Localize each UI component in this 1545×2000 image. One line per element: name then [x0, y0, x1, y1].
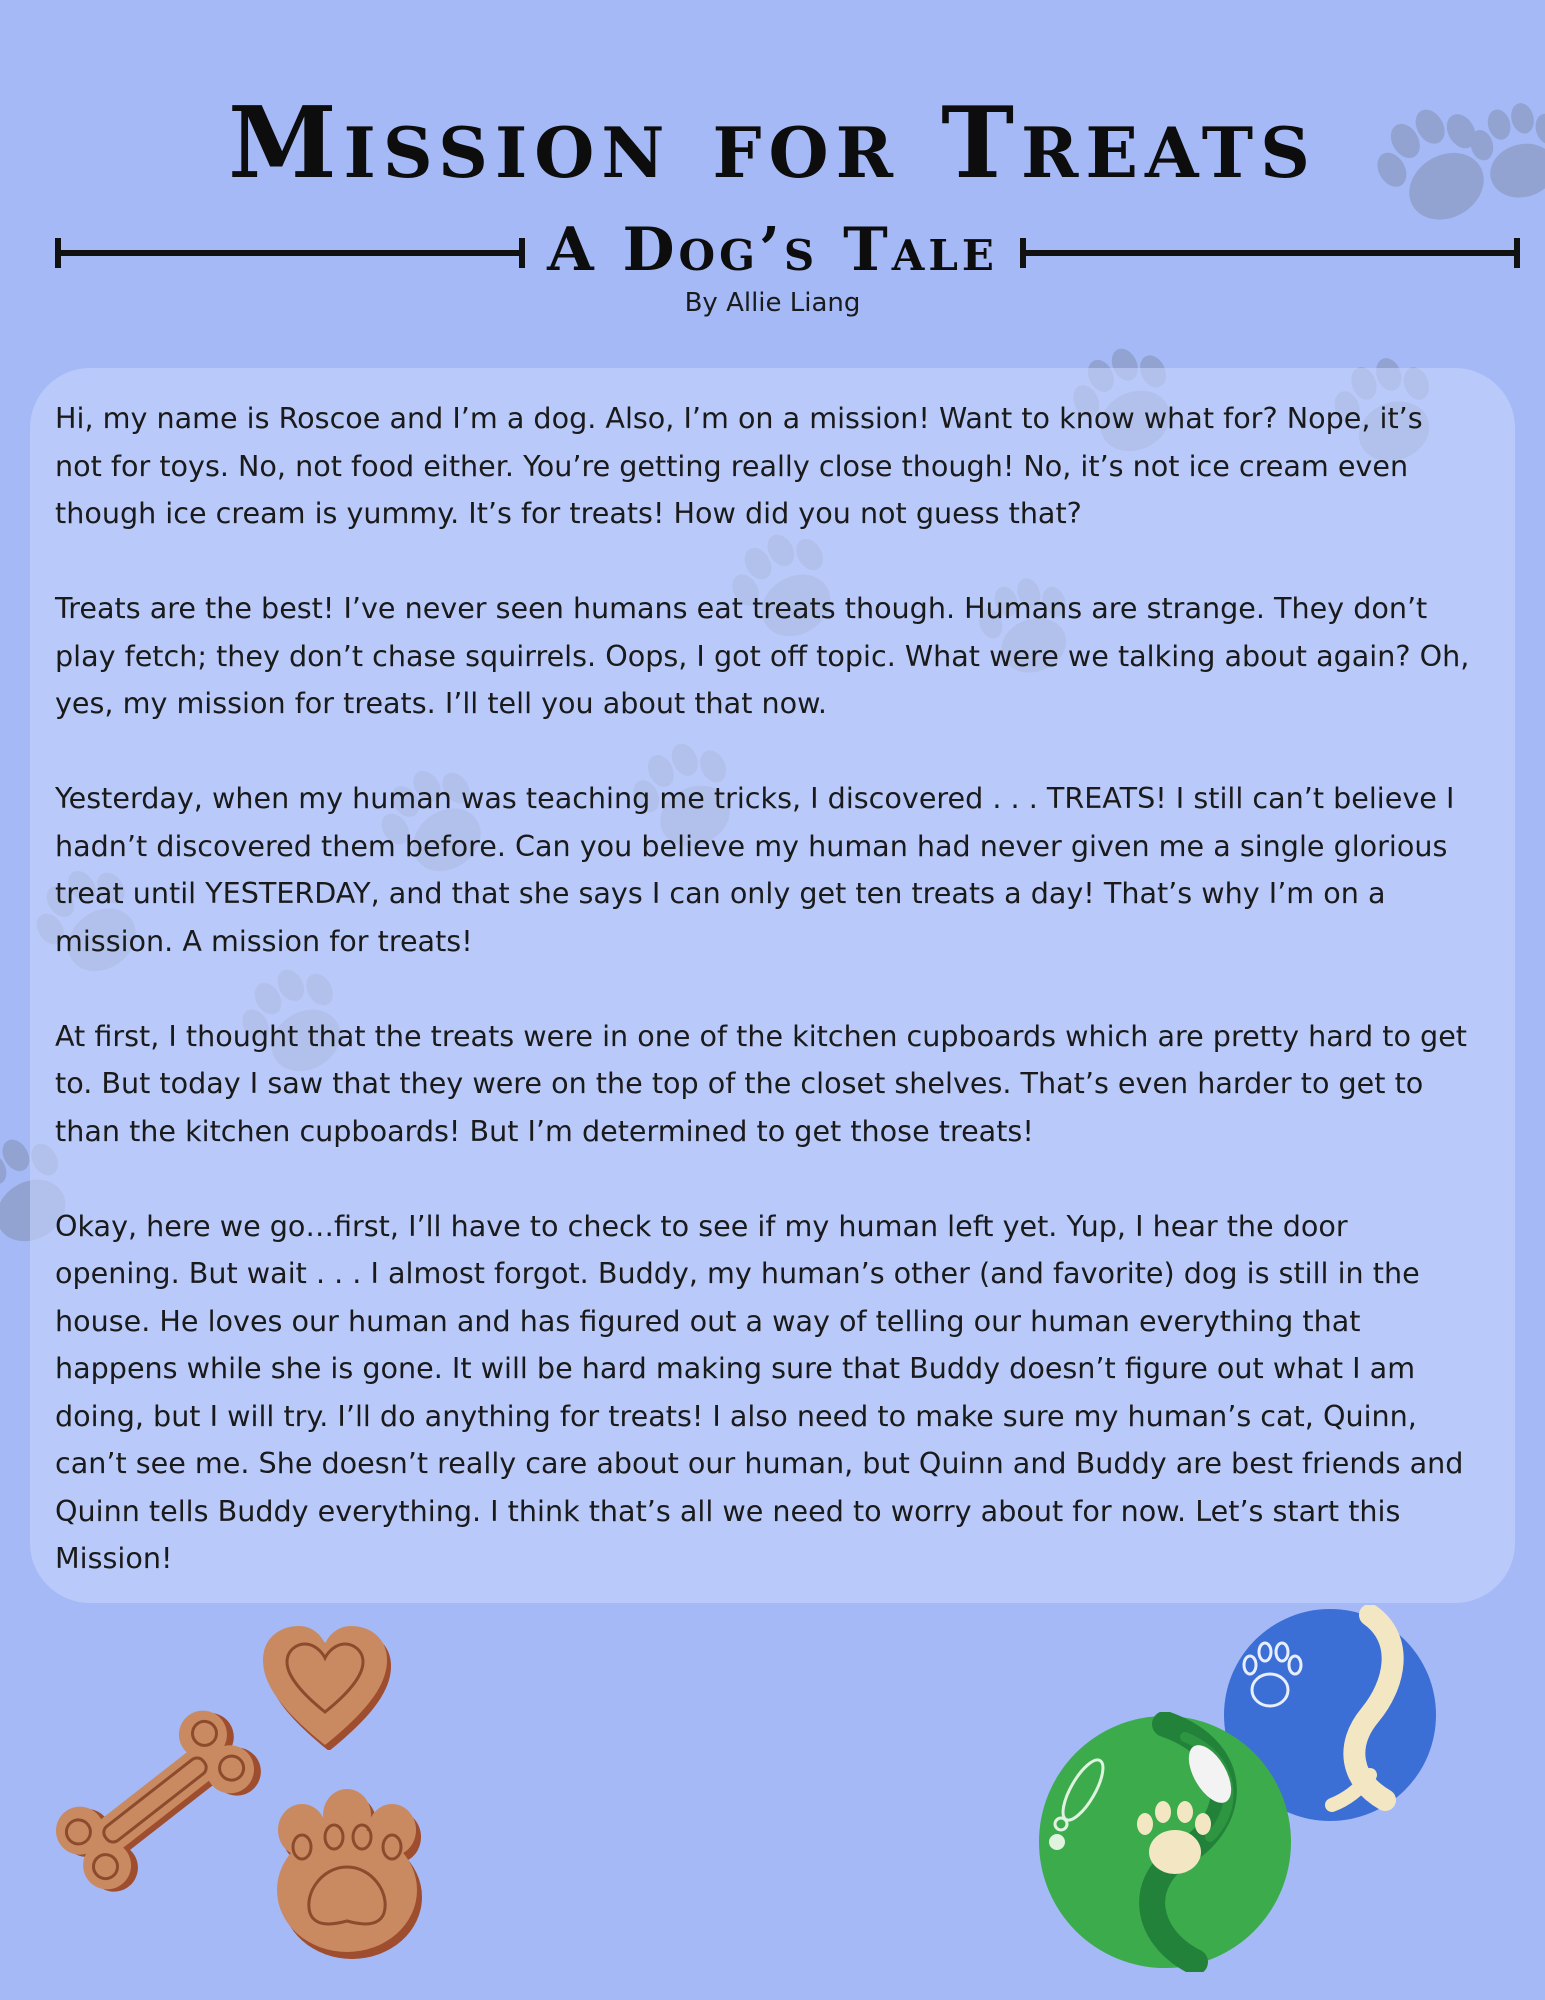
left-divider	[55, 250, 525, 256]
bone-biscuit-icon	[45, 1705, 265, 1895]
story-paragraph: Treats are the best! I’ve never seen humans eat treats though. Humans are strange. They don’t play fetch; they don’t chase squirrels. Oops, I got off topic. What were we talking about again? Oh, yes, my mission for treats. I’ll tell you about that now.	[55, 591, 1470, 720]
subtitle-row	[55, 215, 1465, 285]
heart-biscuit-icon	[255, 1620, 395, 1750]
story-paragraph: Okay, here we go…first, I’ll have to check to see if my human left yet. Yup, I hear the door opening. But wait . . . I almost forgot. Buddy, my human’s other (and favorite) dog is still in the house. He loves our human and has figured out a way of telling our human everything that happens while she is gone. It will be hard making sure that Buddy doesn’t figure out what I am doing, but I will try. I’ll do anything for treats! I also need to make sure my human’s cat, Quinn, can’t see me. She doesn’t really care about our human, but Quinn and Buddy are best friends and Quinn tells Buddy everything. I think that’s all we need to worry about for now. Let’s start this Mission!	[55, 1208, 1464, 1575]
page-title: Mission for Treats	[228, 86, 1317, 201]
story-body	[55, 395, 1475, 1583]
author-byline: By Allie Liang	[684, 288, 861, 318]
story-paragraph: Hi, my name is Roscoe and I’m a dog. Also, I’m on a mission! Want to know what for? Nope, it’s not for toys. No, not food either. You’re getting really close though! No, it’s not ice cream even though ice cream is yummy. It’s for treats! How did you not guess that?	[55, 401, 1423, 530]
page-subtitle: A Dog’s Tale	[547, 215, 998, 285]
story-paragraph: Yesterday, when my human was teaching me tricks, I discovered . . . TREATS! I still can’t believe I hadn’t discovered them before. Can you believe my human had never given me a single glorious treat until YESTERDAY, and that she says I can only get ten treats a day! That’s why I’m on a mission. A mission for treats!	[55, 781, 1455, 958]
green-ball-icon	[1035, 1712, 1295, 1972]
paw-biscuit-icon	[262, 1785, 432, 1965]
story-paragraph: At first, I thought that the treats were in one of the kitchen cupboards which are pretty hard to get to. But today I saw that they were on the top of the closet shelves. That’s even harder to get to than the kitchen cupboards! But I’m determined to get those treats!	[55, 1018, 1467, 1148]
right-divider	[1020, 250, 1520, 256]
